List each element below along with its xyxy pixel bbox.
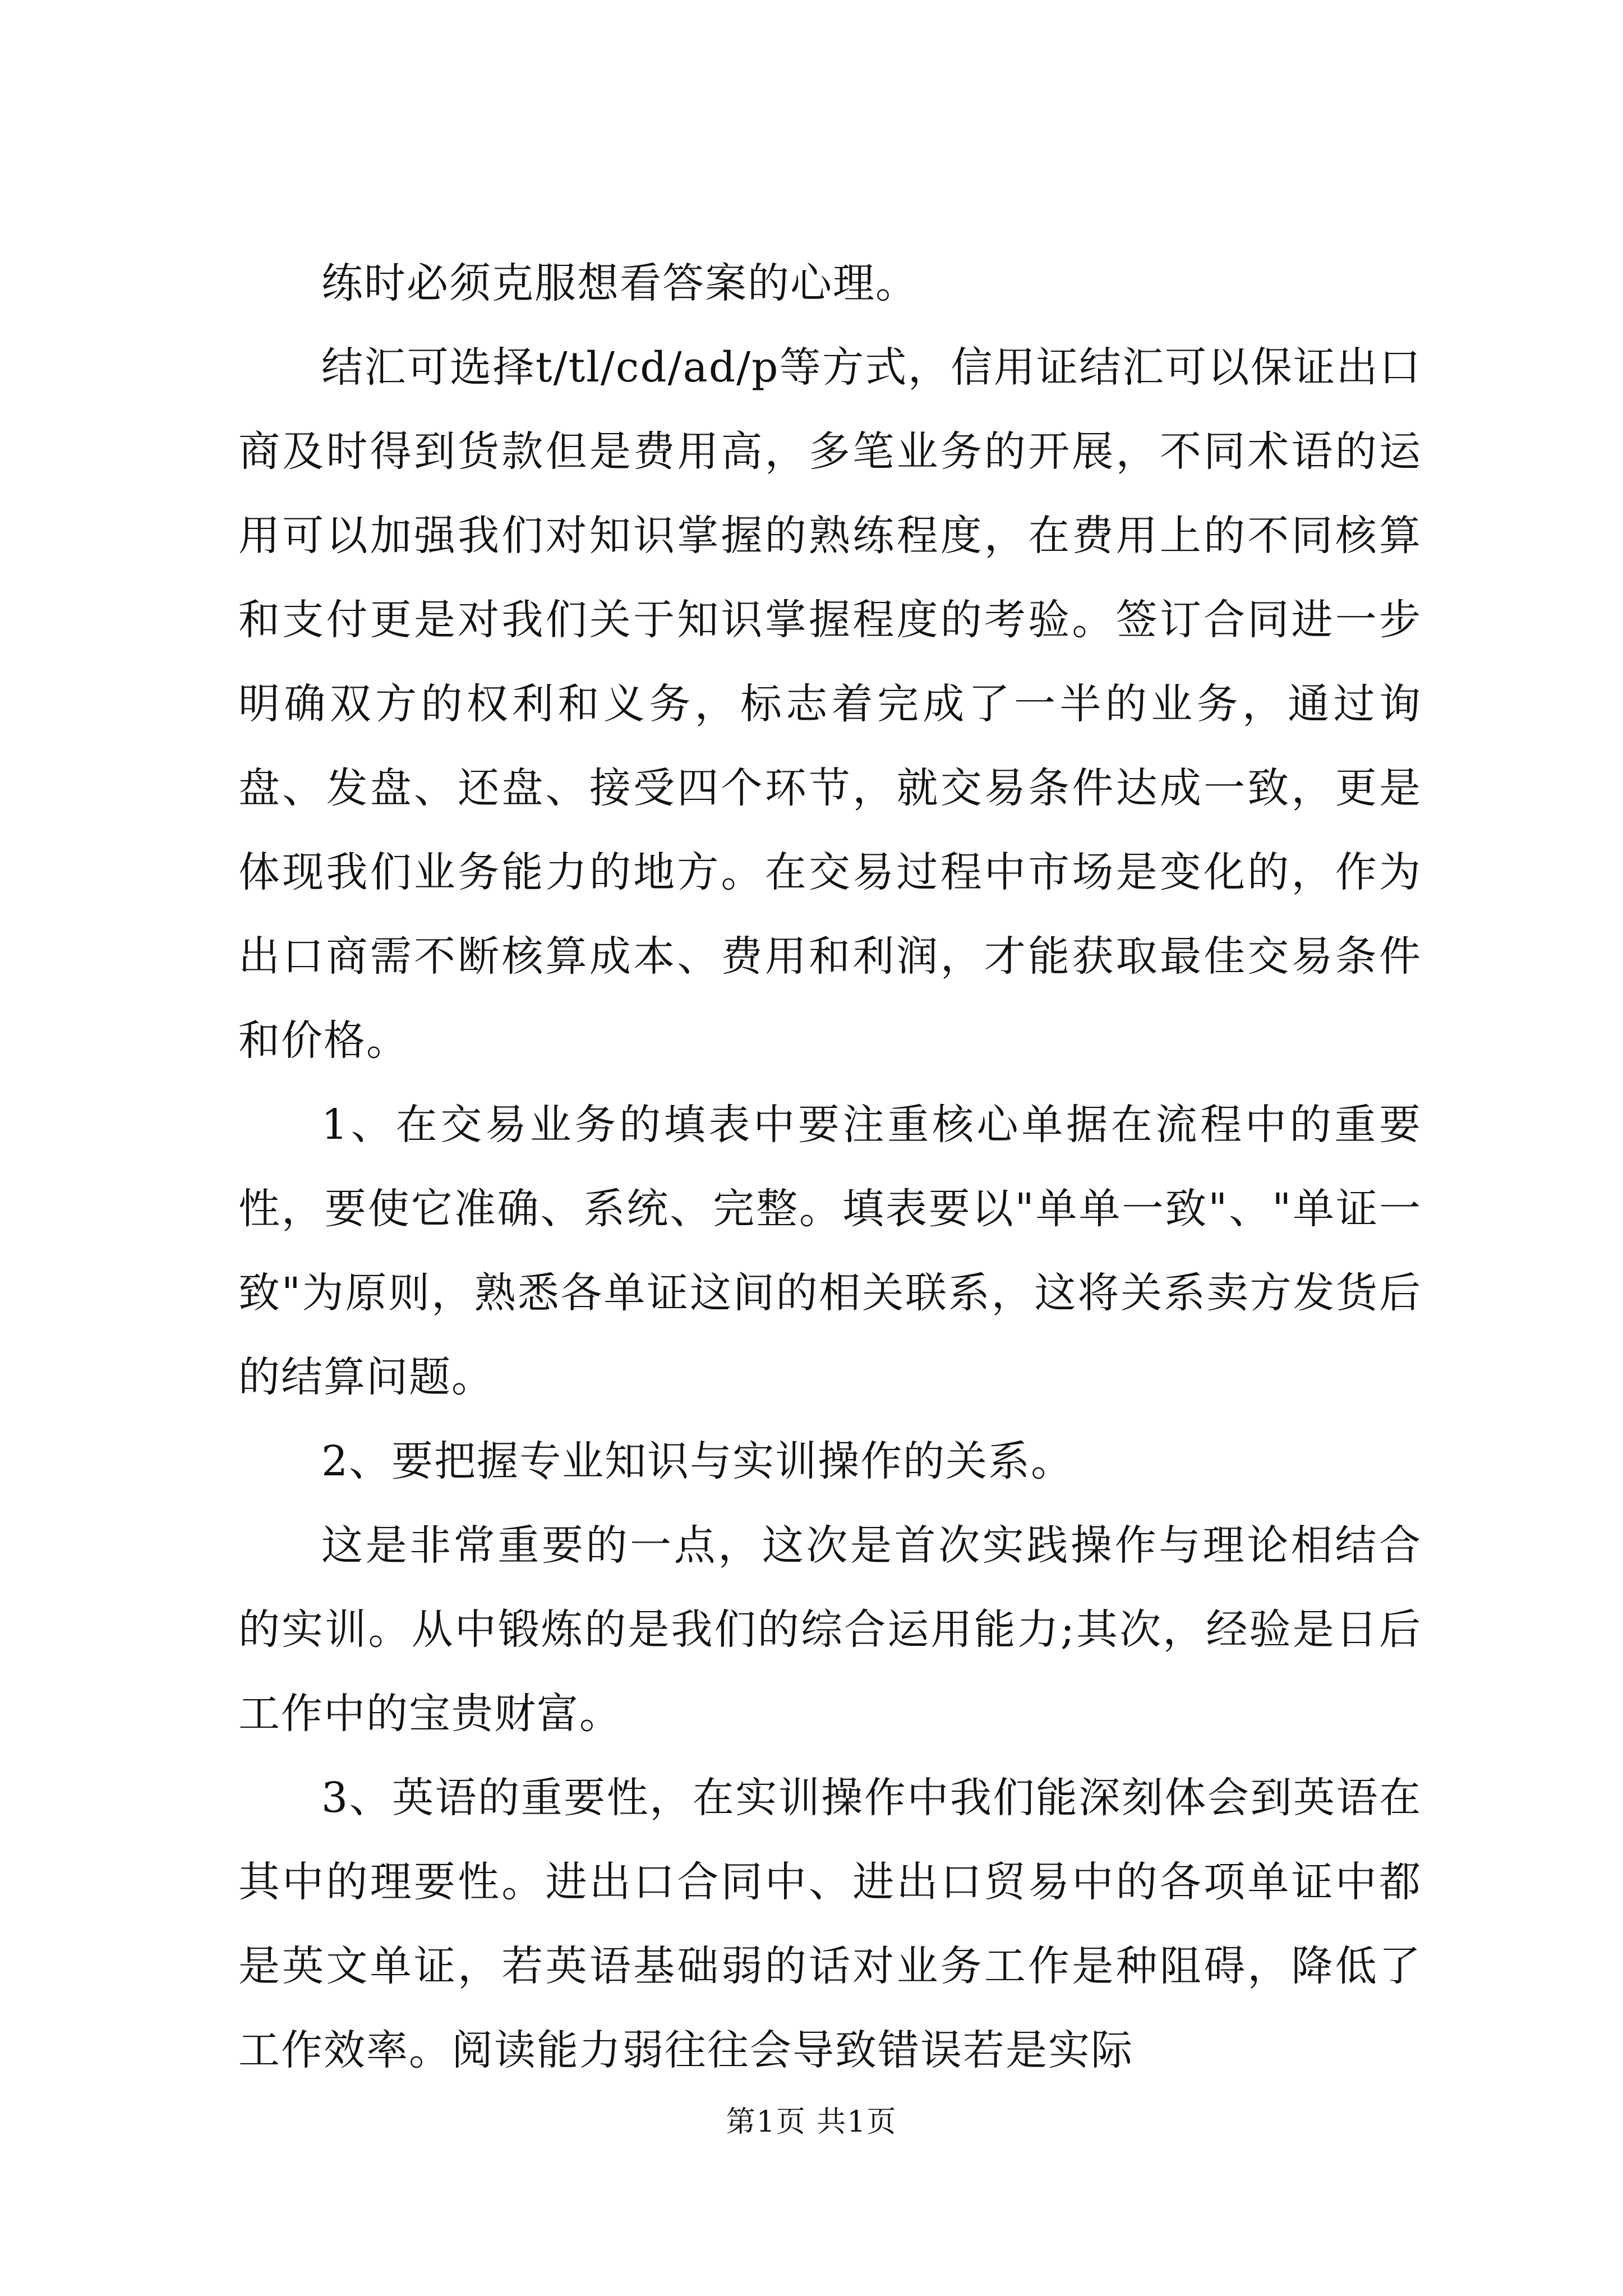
paragraph-4: 2、要把握专业知识与实训操作的关系。	[321, 1437, 1074, 1485]
page-footer: 第1页 共1页	[726, 2105, 897, 2139]
document-body	[238, 241, 1422, 2092]
paragraph-1: 练时必须克服想看答案的心理。	[321, 259, 918, 307]
paragraph-2: 结汇可选择t/tl/cd/ad/p等方式，信用证结汇可以保证出口商及时得到货款但是费用高，多笔业务的开展，不同术语的运用可以加强我们对知识掌握的熟练程度，在费用上的不同核算和支付更是对我们关于知识掌握程度的考验。签订合同进一步明确双方的权利和义务，标志着完成了一半的业务，通过询盘、发盘、还盘、接受四个环节，就交易条件达成一致，更是体现我们业务能力的地方。在交易过程中市场是变化的，作为出口商需不断核算成本、费用和利润，才能获取最佳交易条件和价格。	[238, 343, 1422, 1065]
paragraph-5: 这是非常重要的一点，这次是首次实践操作与理论相结合的实训。从中锻炼的是我们的综合运用能力;其次，经验是日后工作中的宝贵财富。	[238, 1521, 1422, 1738]
paragraph-6: 3、英语的重要性，在实训操作中我们能深刻体会到英语在其中的理要性。进出口合同中、进出口贸易中的各项单证中都是英文单证，若英语基础弱的话对业务工作是种阻碍，降低了工作效率。阅读能力弱往往会导致错误若是实际	[238, 1774, 1422, 2074]
paragraph-3: 1、在交易业务的填表中要注重核心单据在流程中的重要性，要使它准确、系统、完整。填表要以"单单一致"、"单证一致"为原则，熟悉各单证这间的相关联系，这将关系卖方发货后的结算问题。	[238, 1101, 1422, 1401]
